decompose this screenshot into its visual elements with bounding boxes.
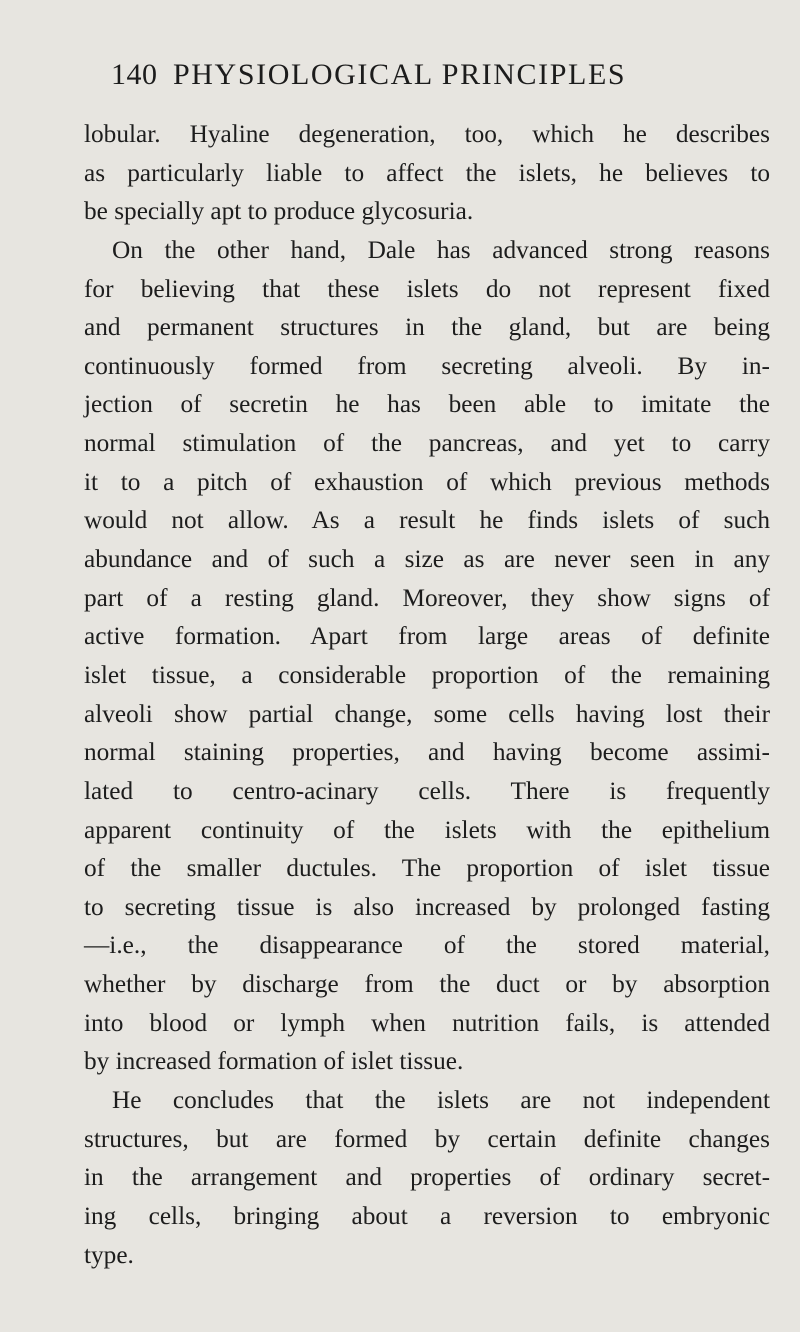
- text-line: to secreting tissue is also increased by prolonged fasting: [84, 892, 770, 921]
- text-line: by increased formation of islet tissue.: [84, 1047, 464, 1076]
- text-line: He concludes that the islets are not independent: [112, 1086, 770, 1115]
- text-line: active formation. Apart from large areas of definite: [84, 622, 770, 651]
- running-title: PHYSIOLOGICAL PRINCIPLES: [173, 58, 627, 91]
- text-line: it to a pitch of exhaustion of which previous methods: [84, 467, 770, 496]
- text-line: normal stimulation of the pancreas, and yet to carry: [84, 429, 770, 458]
- text-line: type.: [84, 1240, 134, 1269]
- text-line: alveoli show partial change, some cells having lost their: [84, 699, 770, 728]
- text-line: abundance and of such a size as are never seen in any: [84, 545, 770, 574]
- text-line: as particularly liable to affect the islets, he believes to: [84, 158, 770, 187]
- text-line: lated to centro-acinary cells. There is frequently: [84, 776, 770, 805]
- text-line: be specially apt to produce glycosuria.: [84, 197, 474, 226]
- text-line: On the other hand, Dale has advanced strong reasons: [112, 235, 770, 264]
- text-line: of the smaller ductules. The proportion of islet tissue: [84, 854, 770, 883]
- text-line: apparent continuity of the islets with the epithelium: [84, 815, 770, 844]
- text-line: whether by discharge from the duct or by absorption: [84, 970, 770, 999]
- text-line: part of a resting gland. Moreover, they show signs of: [84, 583, 770, 612]
- text-line: lobular. Hyaline degeneration, too, which he describes: [84, 120, 770, 148]
- body-text: [84, 115, 770, 1274]
- text-line: continuously formed from secreting alveoli. By in-: [84, 351, 770, 380]
- text-line: in the arrangement and properties of ordinary secret-: [84, 1163, 770, 1192]
- text-line: for believing that these islets do not represent fixed: [84, 274, 770, 303]
- text-line: into blood or lymph when nutrition fails, is attended: [84, 1008, 770, 1037]
- text-line: normal staining properties, and having become assimi-: [84, 738, 770, 767]
- text-line: —i.e., the disappearance of the stored material,: [84, 931, 770, 960]
- text-line: jection of secretin he has been able to imitate the: [84, 390, 770, 419]
- page-number: 140: [111, 58, 158, 91]
- text-line: and permanent structures in the gland, but are being: [84, 313, 770, 342]
- text-line: islet tissue, a considerable proportion of the remaining: [84, 660, 770, 689]
- text-line: would not allow. As a result he finds islets of such: [84, 506, 770, 535]
- page-header: [111, 58, 626, 92]
- text-line: ing cells, bringing about a reversion to embryonic: [84, 1201, 770, 1230]
- text-line: structures, but are formed by certain definite changes: [84, 1124, 770, 1153]
